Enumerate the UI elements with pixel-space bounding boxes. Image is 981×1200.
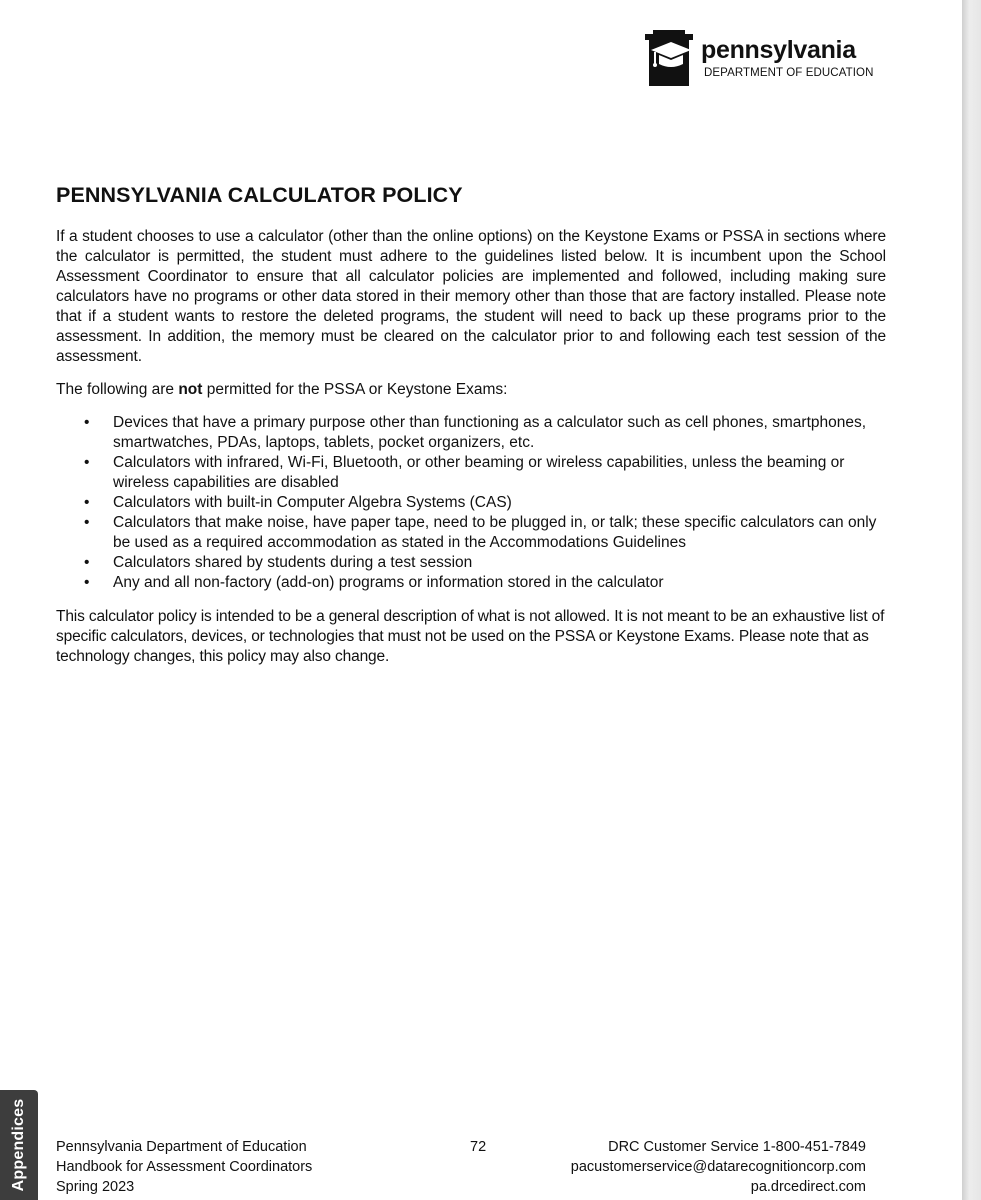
list-item — [56, 413, 886, 453]
not-permitted-before: The following are — [56, 381, 179, 398]
appendices-tab-label: Appendices — [10, 1098, 27, 1192]
footer-customer-service: DRC Customer Service 1-800-451-7849 — [608, 1139, 866, 1155]
policy-body — [56, 227, 886, 680]
list-item — [56, 453, 886, 493]
bullet-icon: • — [84, 494, 90, 511]
list-item-text: Calculators shared by students during a test session — [113, 554, 473, 571]
list-item — [56, 493, 886, 513]
list-item-text: Calculators with infrared, Wi-Fi, Bluetooth, or other beaming or wireless capabilities, unless the beaming or wireless capabilities are disabled — [113, 454, 845, 491]
bullet-icon: • — [84, 414, 90, 431]
footer-handbook: Handbook for Assessment Coordinators — [56, 1159, 313, 1175]
bullet-icon: • — [84, 454, 90, 471]
not-permitted-heading — [56, 380, 886, 400]
page-number: 72 — [470, 1139, 487, 1155]
appendices-tab — [0, 1090, 38, 1200]
not-permitted-list — [56, 413, 886, 593]
bullet-icon: • — [84, 554, 90, 571]
closing-paragraph: This calculator policy is intended to be a general description of what is not allowed. It is not meant to be an exhaustive list of specific calculators, devices, or technologies that must not be used on the PSSA or Keystone Exams. Please note that as technology changes, this policy may also change. — [56, 608, 885, 665]
footer-website: pa.drcedirect.com — [750, 1179, 866, 1195]
logo-subtitle: DEPARTMENT OF EDUCATION — [704, 67, 874, 79]
list-item — [56, 573, 886, 593]
pde-logo — [641, 28, 874, 88]
footer-season: Spring 2023 — [56, 1179, 135, 1195]
keystone-graduation-cap-icon — [641, 28, 697, 88]
bullet-icon: • — [84, 514, 90, 531]
list-item — [56, 513, 886, 553]
not-permitted-after: permitted for the PSSA or Keystone Exams: — [202, 381, 508, 398]
footer-page-number — [470, 1137, 486, 1157]
list-item-text: Devices that have a primary purpose other than functioning as a calculator such as cell phones, smartphones, smartwatches, PDAs, laptops, tablets, pocket organizers, etc. — [113, 414, 867, 451]
page-edge-shadow — [962, 0, 981, 1200]
not-permitted-emphasis: not — [178, 381, 203, 398]
page-title: PENNSYLVANIA CALCULATOR POLICY — [56, 183, 463, 207]
logo-wordmark: pennsylvania — [701, 36, 856, 64]
footer-left — [56, 1137, 312, 1197]
list-item-text: Any and all non-factory (add-on) programs or information stored in the calculator — [113, 574, 664, 591]
bullet-icon: • — [84, 574, 90, 591]
list-item-text: Calculators that make noise, have paper tape, need to be plugged in, or talk; these specific calculators can only be used as a required accommodation as stated in the Accommodations Guidelines — [113, 514, 877, 551]
footer-right — [571, 1137, 866, 1197]
footer-email: pacustomerservice@datarecognitioncorp.com — [570, 1159, 866, 1175]
footer-department: Pennsylvania Department of Education — [56, 1139, 307, 1155]
intro-paragraph: If a student chooses to use a calculator (other than the online options) on the Keystone Exams or PSSA in sections where the calculator is permitted, the student must adhere to the guidelines listed below. It is incumbent upon the School Assessment Coordinator to ensure that all calculator policies are implemented and followed, including making sure calculators have no programs or other data stored in their memory other than those that are factory installed. Please note that if a student wants to restore the deleted programs, the student will need to back up these programs prior to the assessment. In addition, the memory must be cleared on the calculator prior to and following each test session of the assessment. — [56, 228, 886, 365]
list-item-text: Calculators with built-in Computer Algebra Systems (CAS) — [113, 494, 512, 511]
list-item — [56, 553, 886, 573]
